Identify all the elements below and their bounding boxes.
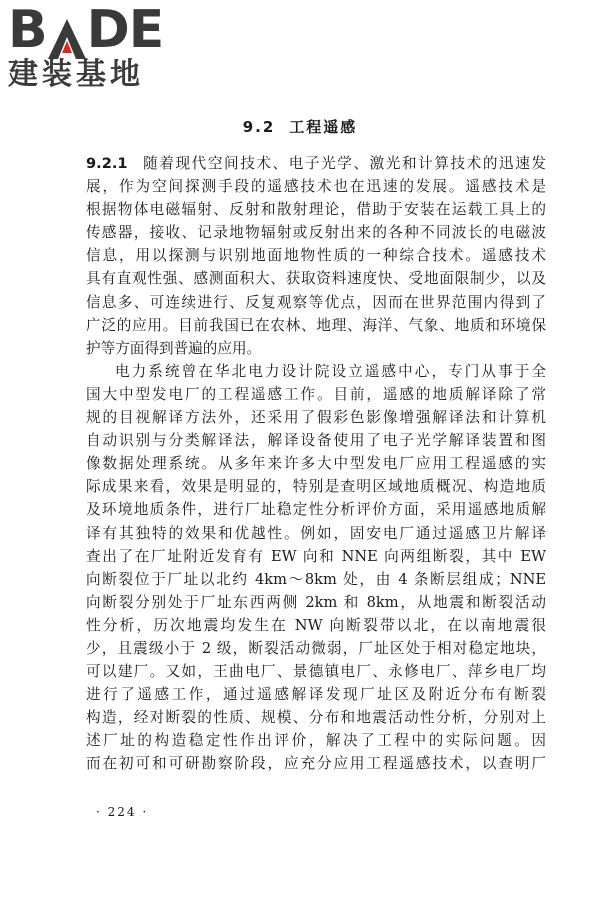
text-line: 国大中型发电厂的工程遥感工作。目前，遥感的地质解译除了常 (86, 385, 546, 403)
section-heading (0, 116, 600, 137)
text-line: 根据物体电磁辐射、反射和散射理论，借助于安装在运载工具上的 (86, 201, 546, 219)
watermark-letters-de: DE (86, 0, 164, 60)
text-line: 电力系统曾在华北电力设计院设立遥感中心，专门从事于全 (115, 362, 546, 380)
text-line: 信息多、可连续进行、反复观察等优点，因而在世界范围内得到了 (86, 293, 546, 311)
text-line: 具有直观性强、感测面积大、获取资料速度快、受地面限制少，以及 (86, 270, 546, 288)
text-line: 传感器，接收、记录地物辐射或反射出来的各种不同波长的电磁波 (86, 224, 546, 242)
subsection-number: 9.2.1 (86, 155, 128, 172)
text-line: 信息，用以探测与识别地面地物性质的一种综合技术。遥感技术 (86, 247, 546, 265)
text-line: 进行了遥感工作，通过遥感解译发现厂址区及附近分布有断裂 (86, 686, 546, 704)
text-line: 向断裂分别处于厂址东西两侧 2km 和 8km，从地震和断裂活动 (86, 593, 546, 611)
body-text (86, 152, 546, 776)
page-number: · 224 · (96, 805, 149, 819)
text-line: 像数据处理系统。从多年来许多大中型发电厂应用工程遥感的实 (86, 455, 546, 473)
text-line: 译有其独特的效果和优越性。例如，固安电厂通过遥感卫片解译 (86, 524, 546, 542)
text-line: 际成果来看，效果是明显的，特别是查明区域地质概况、构造地质 (86, 478, 546, 496)
text-line: 而在初可和可研勘察阶段，应充分应用工程遥感技术，以查明厂 (86, 755, 546, 773)
watermark-letter-a-icon (48, 16, 86, 56)
bade-watermark-logo (8, 0, 178, 94)
watermark-logo-word (8, 0, 178, 60)
watermark-letter-b: B (8, 0, 47, 60)
text-line: 及环境地质条件，进行厂址稳定性分析评价方面，采用遥感地质解 (86, 501, 546, 519)
text-line: 少，且震级小于 2 级，断裂活动微弱，厂址区处于相对稳定地块， (86, 639, 546, 657)
text-line: 展，作为空间探测手段的遥感技术也在迅速的发展。遥感技术是 (86, 178, 546, 196)
text-line: 可以建厂。又如，王曲电厂、景德镇电厂、永修电厂、萍乡电厂均 (86, 663, 546, 681)
text-line: 查出了在厂址附近发育有 EW 向和 NNE 向两组断裂，其中 EW (86, 547, 546, 565)
text-line: 述厂址的构造稳定性作出评价，解决了工程中的实际问题。因 (86, 732, 546, 750)
text-line: 护等方面得到普遍的应用。 (86, 339, 262, 357)
text-line: 规的目视解译方法外，还采用了假彩色影像增强解译法和计算机 (86, 409, 546, 427)
text-line: 9.2.1 随着现代空间技术、电子光学、激光和计算技术的迅速发 (86, 155, 546, 172)
section-title: 工程遥感 (289, 118, 358, 136)
text-line: 构造，经对断裂的性质、规模、分布和地震活动性分析，分别对上 (86, 709, 546, 727)
text-line: 广泛的应用。目前我国已在农林、地理、海洋、气象、地质和环境保 (86, 316, 546, 334)
section-number: 9.2 (242, 118, 276, 136)
text-line: 向断裂位于厂址以北约 4km～8km 处，由 4 条断层组成；NNE (86, 570, 546, 588)
text-line: 性分析，历次地震均发生在 NW 向断裂带以北，在以南地震很 (86, 616, 546, 634)
watermark-subtitle: 建装基地 (8, 57, 144, 92)
text-line: 自动识别与分类解译法，解译设备使用了电子光学解译装置和图 (86, 432, 546, 450)
